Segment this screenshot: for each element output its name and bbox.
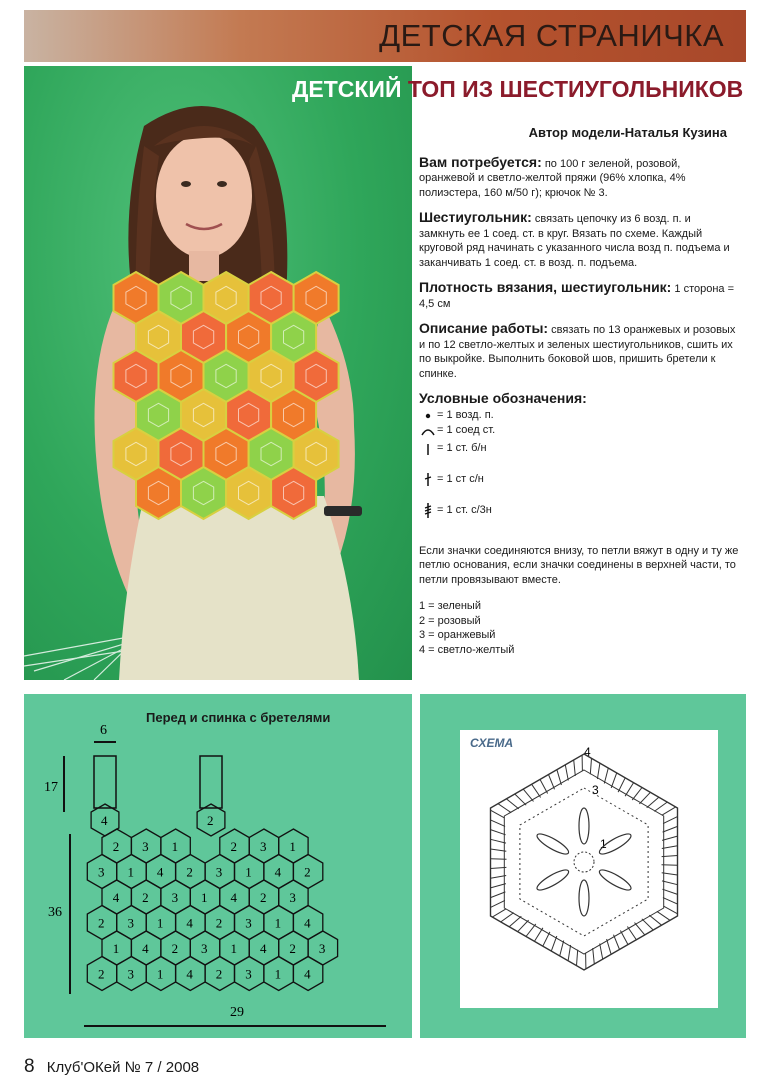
article-title <box>292 76 743 103</box>
schema-stitch <box>597 763 600 779</box>
grid-hexagon-label: 3 <box>127 966 134 982</box>
schema-stitch <box>491 884 506 888</box>
dim-height: 36 <box>48 905 62 920</box>
legend-item-text: = 1 ст. б/н <box>437 441 487 454</box>
grid-hexagon-label: 1 <box>156 966 164 982</box>
strap-hexagon-label: 4 <box>101 813 108 828</box>
grid-hexagon-label: 1 <box>245 864 252 880</box>
schema-stitch <box>491 900 505 907</box>
model-photo <box>24 66 412 680</box>
article-title-rest: ТОП ИЗ ШЕСТИУГОЛЬНИКОВ <box>407 76 744 102</box>
gauge-paragraph <box>419 280 739 311</box>
grid-hexagon-label: 3 <box>215 864 223 880</box>
legend-item-text: = 1 соед ст. <box>437 423 496 436</box>
schema-stitch <box>662 807 676 815</box>
schema-stitch <box>515 794 526 805</box>
schema-stitch <box>662 881 678 885</box>
hexagon-paragraph <box>419 210 739 270</box>
color-key-item: 1 = зеленый <box>419 600 481 612</box>
schema-stitch <box>526 924 536 937</box>
materials-lead: Вам потребуется: <box>419 153 542 170</box>
grid-hexagon-label: 1 <box>171 839 179 854</box>
schema-petal <box>597 867 633 894</box>
schema-stitch <box>549 775 555 790</box>
grid-hexagon-label: 2 <box>289 941 296 956</box>
grid-hexagon-label: 3 <box>201 941 208 956</box>
schema-stitch <box>577 950 578 966</box>
page-number: 8 <box>24 1056 35 1077</box>
schema-stitch <box>618 778 625 792</box>
schema-stitch <box>635 923 645 935</box>
strap-hexagon-label: 2 <box>207 813 214 828</box>
schema-round-label: 4 <box>584 745 591 759</box>
schema-stitch <box>663 826 678 832</box>
legend-item-text: = 1 ст с/н <box>437 472 484 485</box>
instructions-column <box>419 126 739 657</box>
schema-stitch <box>491 810 505 818</box>
legend-item <box>419 441 739 456</box>
schema-stitch <box>639 792 650 804</box>
materials-text: по 100 г зеленой, розовой, оранжевой и светло-желтой пряжи (96% хлопка, 4% полиэстера, 160 м/50 г); крючок № 3. <box>419 157 686 199</box>
grid-hexagon-label: 3 <box>289 890 296 905</box>
grid-hexagon-label: 1 <box>230 941 238 956</box>
instructions-text: связать по 13 оранжевых и розовых и по 12 светло-желтых и зеленых шестиугольников, сшить их по выкройке. Выполнить боковой шов, пришить бретели к спинке. <box>419 324 736 380</box>
dot-icon <box>419 408 437 423</box>
grid-hexagon-label: 1 <box>156 915 164 931</box>
schema-round <box>491 754 678 970</box>
double-crochet-icon <box>419 472 437 487</box>
schema-petal <box>579 808 589 844</box>
color-key-item: 2 = розовый <box>419 614 481 627</box>
legend-item-text: = 1 возд. п. <box>437 408 494 421</box>
legend-title: Условные обозначения: <box>419 390 587 406</box>
schema-stitch <box>662 889 677 894</box>
grid-hexagon-label: 2 <box>142 890 149 905</box>
schema-stitch <box>540 779 548 793</box>
schema-stitch <box>501 913 514 922</box>
grid-hexagon-label: 2 <box>215 966 223 982</box>
grid-hexagon-label: 1 <box>127 864 134 880</box>
crochet-top-pattern <box>114 272 339 519</box>
schema-stitch <box>491 820 506 827</box>
legend-item <box>419 423 739 438</box>
schema-stitch <box>492 909 506 917</box>
grid-hexagon-label: 2 <box>230 839 238 854</box>
schema-stitch <box>491 859 507 860</box>
grid-hexagon-label: 2 <box>259 890 267 905</box>
grid-hexagon-label: 3 <box>259 839 267 854</box>
schema-stitch <box>663 817 677 824</box>
single-crochet-icon <box>419 441 437 456</box>
grid-hexagon-label: 4 <box>142 941 149 956</box>
article-title-first-word: ДЕТСКИЙ <box>292 76 402 102</box>
section-header-band <box>24 10 746 62</box>
legend-item <box>419 503 739 518</box>
color-key-item: 3 = оранжевый <box>419 629 496 641</box>
dim-width: 29 <box>230 1005 244 1020</box>
schema-label: СХЕМА <box>470 736 514 750</box>
grid-hexagon-label: 2 <box>215 915 223 931</box>
grid-hexagon-label: 4 <box>274 864 282 880</box>
assembly-diagram <box>24 694 412 1038</box>
schema-round-label: 1 <box>600 837 607 851</box>
schema-stitch <box>557 770 562 785</box>
schema-stitch <box>649 915 661 925</box>
assembly-diagram-panel <box>24 694 412 1038</box>
hexagon-schema-box <box>460 730 718 1008</box>
grid-hexagon-label: 4 <box>112 890 120 905</box>
schema-stitch <box>657 911 670 920</box>
triple-crochet-icon <box>419 503 437 518</box>
gauge-text: 1 сторона = 4,5 см <box>419 283 735 310</box>
joining-note: Если значки соединяются внизу, то петли вяжут в одну и ту же петлю основания, если значки соединены в верхней части, то петли провязывают вместе. <box>419 544 739 586</box>
color-key-item: 4 = светло-желтый <box>419 643 515 656</box>
schema-stitch <box>607 939 612 954</box>
schema-stitch <box>491 830 506 835</box>
floor-lines-decoration <box>24 636 134 680</box>
schema-stitch <box>664 906 678 914</box>
hexagon-lead: Шестиугольник: <box>419 209 532 225</box>
grid-hexagon-label: 3 <box>318 941 326 956</box>
grid-hexagon-label: 1 <box>274 966 282 982</box>
grid-hexagon-label: 3 <box>98 864 105 880</box>
schema-petal <box>535 831 571 858</box>
schema-stitch <box>614 935 620 950</box>
schema-round <box>520 788 648 936</box>
legend-item-text: = 1 ст. с/3н <box>437 503 492 516</box>
schema-round <box>504 770 663 954</box>
magazine-issue: Клуб'ОКей № 7 / 2008 <box>46 1059 200 1076</box>
schema-center-ring <box>574 852 594 872</box>
schema-stitch <box>523 789 533 801</box>
grid-hexagon-label: 2 <box>304 864 311 880</box>
gauge-lead: Плотность вязания, шестиугольник: <box>419 279 672 295</box>
schema-stitch <box>620 931 628 945</box>
schema-stitch <box>662 836 677 840</box>
schema-round-label: 3 <box>592 783 599 797</box>
grid-hexagon-label: 4 <box>259 941 267 956</box>
schema-stitch <box>642 919 653 930</box>
dim-strap-height: 17 <box>44 780 58 795</box>
grid-hexagon-label: 1 <box>112 941 120 956</box>
schema-stitch <box>574 760 576 776</box>
legend-item <box>419 472 739 487</box>
hexagon-crochet-chart <box>460 730 718 1008</box>
grid-hexagon-label: 1 <box>289 839 296 854</box>
schema-stitch <box>632 788 642 801</box>
grid-hexagon-label: 2 <box>112 839 120 854</box>
grid-hexagon-label: 3 <box>142 839 149 854</box>
color-key <box>419 599 739 657</box>
schema-stitch <box>568 945 571 961</box>
hexagon-grid <box>87 804 337 991</box>
grid-hexagon-label: 4 <box>304 915 311 931</box>
schema-stitch <box>506 799 518 809</box>
schema-stitch <box>590 758 591 774</box>
arc-icon <box>419 423 437 438</box>
grid-hexagon-label: 2 <box>98 966 105 982</box>
schema-stitch <box>647 797 659 808</box>
schema-stitch <box>662 865 678 866</box>
page-footer <box>24 1056 199 1078</box>
hexagon-schema-panel <box>420 694 746 1038</box>
grid-hexagon-label: 4 <box>304 966 311 982</box>
schema-stitch <box>551 936 557 951</box>
strap-right <box>200 756 222 808</box>
grid-hexagon-label: 2 <box>186 864 193 880</box>
grid-hexagon-label: 4 <box>186 915 193 931</box>
grid-hexagon-label: 1 <box>201 890 208 905</box>
grid-hexagon-label: 3 <box>171 890 179 905</box>
schema-stitch <box>509 916 521 927</box>
strap-left <box>94 756 116 808</box>
instructions-lead: Описание работы: <box>419 320 549 336</box>
schema-stitch <box>654 802 667 811</box>
schema-stitch <box>532 784 541 797</box>
schema-stitch <box>491 892 506 898</box>
schema-stitch <box>611 773 617 788</box>
section-title: ДЕТСКАЯ СТРАНИЧКА <box>379 18 724 53</box>
schema-stitch <box>604 768 608 784</box>
schema-stitch <box>534 928 543 942</box>
schema-stitch <box>625 783 634 797</box>
schema-stitch <box>627 927 636 940</box>
grid-hexagon-label: 3 <box>127 915 134 931</box>
schema-stitch <box>518 920 529 932</box>
grid-hexagon-label: 4 <box>186 966 193 982</box>
grid-hexagon-label: 2 <box>98 915 105 931</box>
dim-strap-width: 6 <box>100 723 107 738</box>
instructions-paragraph <box>419 321 739 381</box>
hexagon-text: связать цепочку из 6 возд. п. и замкнуть ее 1 соед. ст. в круг. Вязать по схеме. Каждый круговой ряд начинать с указанного числа возд п. подъема и заканчивать 1 соед. ст. в возд. п. подъема. <box>419 213 730 269</box>
materials-paragraph <box>419 155 739 201</box>
grid-hexagon-label: 1 <box>274 915 282 931</box>
schema-stitch <box>663 898 678 905</box>
schema-petal <box>579 880 589 916</box>
schema-stitch <box>491 839 507 843</box>
schema-stitch <box>560 941 564 957</box>
schema-stitch <box>593 948 595 964</box>
schema-stitch <box>498 804 511 813</box>
grid-hexagon-label: 3 <box>245 966 252 982</box>
grid-hexagon-label: 3 <box>245 915 252 931</box>
schema-stitch <box>565 765 568 781</box>
author-line: Автор модели-Наталья Кузина <box>528 125 727 140</box>
legend-item <box>419 408 739 423</box>
grid-hexagon-label: 2 <box>171 941 179 956</box>
schema-stitch <box>543 932 550 946</box>
schema-stitch <box>600 944 603 960</box>
assembly-diagram-title: Перед и спинка с бретелями <box>146 710 331 725</box>
schema-petal <box>535 867 571 894</box>
grid-hexagon-label: 4 <box>156 864 164 880</box>
grid-hexagon-label: 4 <box>230 890 238 905</box>
girl-in-top-illustration <box>24 66 412 680</box>
